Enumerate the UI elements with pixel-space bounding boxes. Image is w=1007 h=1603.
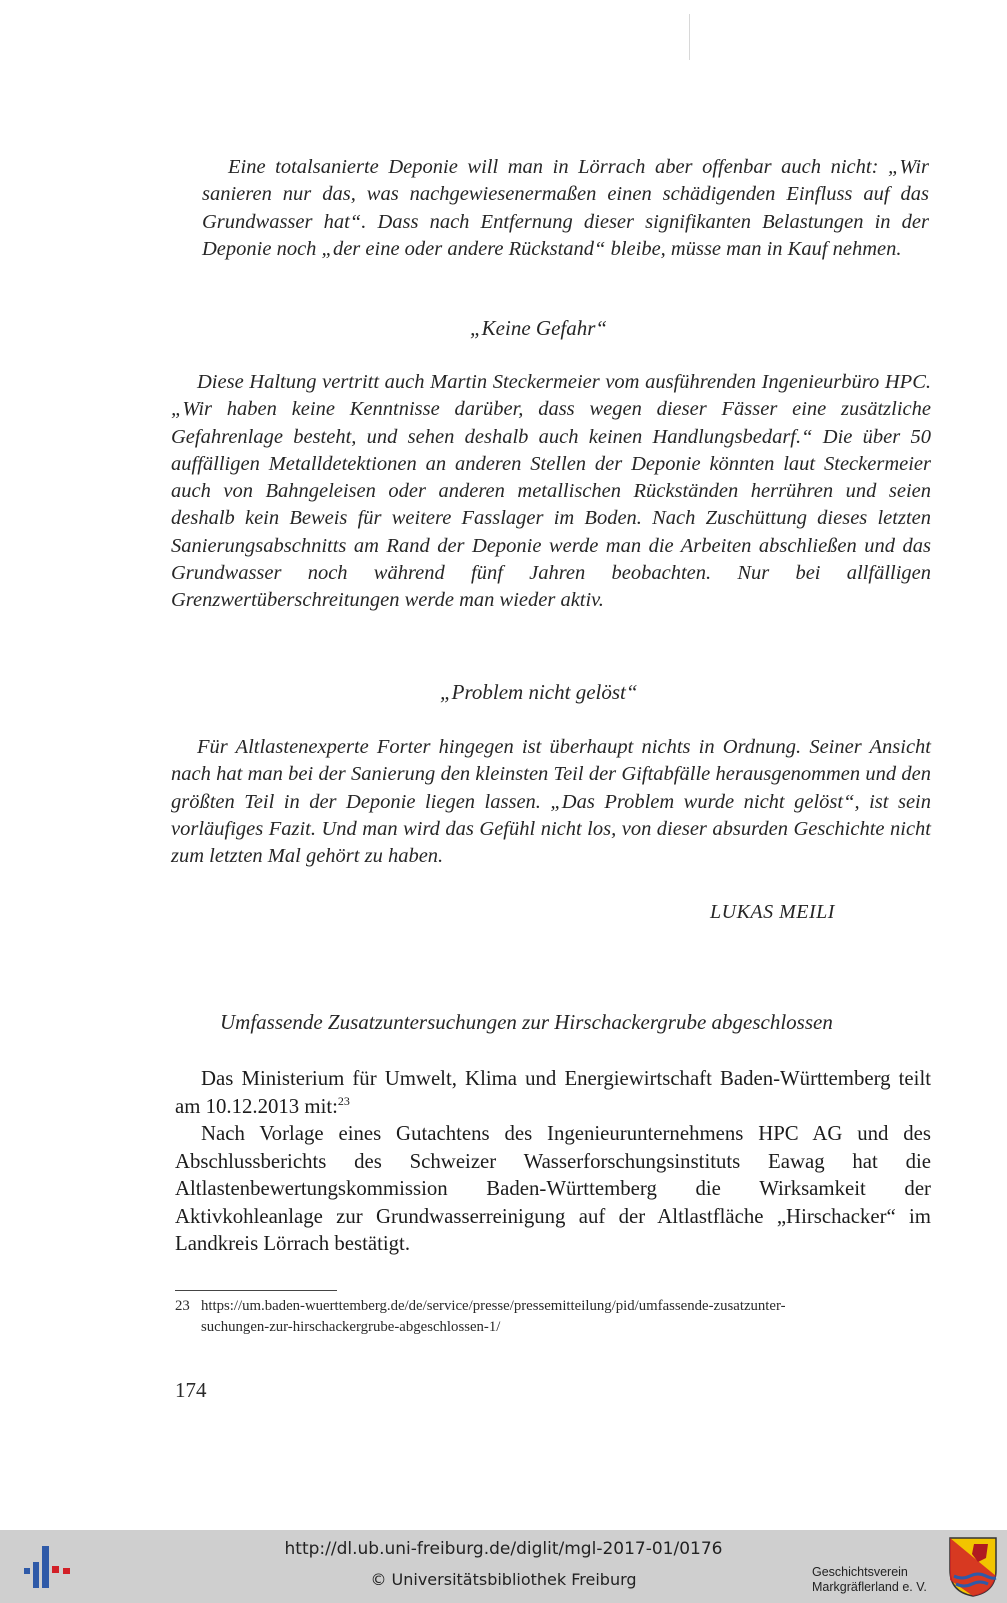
- quote-paragraph: Eine totalsanierte Deponie will man in Lörrach aber offenbar auch nicht: „Wir sanieren nur das, was nachgewiesenermaßen einen schädigenden Einfluss auf das Grundwasser hat“. Dass nach Entfernung dieser signifikanten Belastungen in der Deponie noch „der eine oder andere Rückstand“ bleibe, müsse man in Kauf nehmen.: [202, 156, 929, 260]
- society-name-line-1: Geschichtsverein: [812, 1565, 908, 1579]
- paragraph-block-1: [171, 369, 931, 615]
- section-paragraph-1-text: Das Ministerium für Umwelt, Klima und Energiewirtschaft Baden-Württemberg teilt am 10.12.2013 mit:: [175, 1067, 931, 1118]
- footnote-link-line-1[interactable]: https://um.baden-wuerttemberg.de/de/service/presse/pressemitteilung/pid/umfassende-zusatzunter-: [201, 1298, 786, 1314]
- section-paragraph-1: [175, 1065, 931, 1120]
- author-name: LUKAS MEILI: [710, 901, 835, 923]
- subheading-problem-nicht-geloest: „Problem nicht gelöst“: [440, 680, 638, 704]
- footnote: [175, 1296, 931, 1338]
- footer-bar: [0, 1530, 1007, 1603]
- page-number: 174: [175, 1378, 207, 1402]
- footnote-divider: [175, 1290, 337, 1291]
- coat-of-arms-icon[interactable]: [948, 1536, 998, 1598]
- article-paragraph-1: Diese Haltung vertritt auch Martin Steckermeier vom ausführenden Ingenieurbüro HPC. „Wir haben keine Kenntnisse darüber, dass wegen dieser Fässer eine zusätzliche Gefahrenlage besteht, und sehen deshalb auch keinen Handlungsbedarf.“ Die über 50 auffälligen Metalldetektionen an anderen Stellen der Deponie könnten laut Steckermeier auch von Bahngeleisen oder anderen metallischen Rückständen herrühren und seien deshalb kein Beweis für weitere Fasslager im Boden. Nach Zuschüttung dieses letzten Sanierungsabschnitts am Rand der Deponie werde man die Arbeiten abschließen und das Grundwasser noch während fünf Jahren beobachten. Nur bei allfälligen Grenzwertüberschreitungen werde man wieder aktiv.: [171, 371, 931, 612]
- section-paragraph-block: [175, 1065, 931, 1258]
- footnote-number: 23: [175, 1298, 190, 1314]
- paragraph-block-2: [171, 734, 931, 870]
- society-name: [812, 1565, 927, 1595]
- quote-paragraph-block: [202, 154, 929, 263]
- footer-url-link[interactable]: http://dl.ub.uni-freiburg.de/diglit/mgl-2017-01/0176: [284, 1539, 723, 1559]
- scan-artifact-line: [689, 14, 690, 60]
- section-title: Umfassende Zusatzuntersuchungen zur Hirschackergrube abgeschlossen: [220, 1010, 833, 1034]
- article-paragraph-2: Für Altlastenexperte Forter hingegen ist überhaupt nichts in Ordnung. Seiner Ansicht nach hat man bei der Sanierung den kleinsten Teil der Giftabfälle herausgenommen und den größten Teil in der Deponie liegen lassen. „Das Problem wurde nicht gelöst“, ist sein vorläufiges Fazit. Und man wird das Gefühl nicht los, von dieser absurden Geschichte nicht zum letzten Mal gehört zu haben.: [171, 736, 931, 868]
- footnote-link-line-2[interactable]: suchungen-zur-hirschackergrube-abgeschlossen-1/: [201, 1319, 501, 1335]
- footnote-reference[interactable]: 23: [337, 1093, 350, 1108]
- section-paragraph-2: Nach Vorlage eines Gutachtens des Ingenieurunternehmens HPC AG und des Abschlussberichts des Schweizer Wasserforschungsinstituts Eawag hat die Altlastenbewertungskommission Baden-Württemberg die Wirksamkeit der Aktivkohleanlage zur Grundwasserreinigung auf der Altlastfläche „Hirschacker“ im Landkreis Lörrach bestätigt.: [175, 1122, 931, 1255]
- subheading-keine-gefahr: „Keine Gefahr“: [470, 316, 608, 340]
- society-name-line-2: Markgräflerland e. V.: [812, 1580, 927, 1594]
- footer-copyright: © Universitätsbibliothek Freiburg: [370, 1570, 637, 1589]
